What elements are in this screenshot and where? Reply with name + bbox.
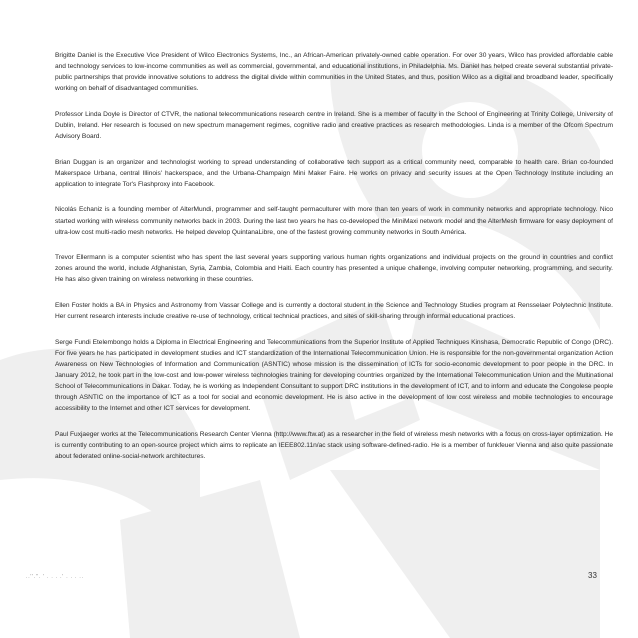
- bio-paragraph-ellen-foster: Ellen Foster holds a BA in Physics and Astronomy from Vassar College and is currently a doctoral student in the Science and Technology Studies program at Rensselaer Polytechnic Institute. Her current research interests include creative re-use of technology, critical technical practices, and sites of skill-sharing through informal educational practices.: [55, 302, 613, 321]
- bio-paragraph-linda-doyle: Professor Linda Doyle is Director of CTVR, the national telecommunications research centre in Ireland. She is a member of faculty in the School of Engineering at Trinity College, University of Dublin, Ireland. Her research is focused on new spectrum management regimes, cognitive radio and creative practices as research methodologies. Linda is a member of the Ofcom Spectrum Advisory Board.: [55, 110, 613, 141]
- footer-label: ..''.". ' . . . .' . . . ..: [26, 574, 84, 580]
- page-number: 33: [588, 571, 597, 580]
- bio-paragraph-serge-fundi-etelembongo: Serge Fundi Etelembongo holds a Diploma in Electrical Engineering and Telecommunications from the Superior Institute of Applied Techniques Kinshasa, Democratic Republic of Congo (DRC). For five years he has participated in development studies and ICT standardization of the International Telecommunication Union. He is responsible for the non-governmental organization Action Awareness on New Technologies of Information and Communication (ASNTIC) whose mission is the dissemination of ICTs for socio-economic development to poor people in the DRC. In January 2012, he took part in the low-cost and low-power wireless technologies training for developing countries organized by the International Telecommunication Union and the Multinational School of Telecommunications in Dakar. Today, he is working as Independent Consultant to support DRC institutions in the development of ICT, and to inform and educate the Congolese people through ASNTIC on the importance of ICT as a tool for social and economic development. He is also active in the development of low cost wireless and mobile technologies to encourage accessibility to the Internet and other ICT services for development.: [55, 338, 613, 413]
- bio-paragraph-paul-fuxjaeger: Paul Fuxjaeger works at the Telecommunications Research Center Vienna (http://www.ftw.at) as a researcher in the field of wireless mesh networks with a focus on cross-layer optimization. He is currently contributing to an open-source project which aims to replicate an IEEE802.11n/ac stack using software-defined-radio. He is a member of funkfeuer Vienna and also quite passionate about federated online-social-network architectures.: [55, 430, 613, 461]
- bio-paragraph-trevor-ellermann: Trevor Ellermann is a computer scientist who has spent the last several years supporting various human rights organizations and individual projects on the ground in countries and conflict zones around the world, include Afghanistan, Syria, Zambia, Colombia and Haiti. Each country has presented a unique challenge, involving computer networking, programming, and security. He has also given training on wireless networking in these countries.: [55, 254, 613, 284]
- bio-paragraph-brian-duggan: Brian Duggan is an organizer and technologist working to spread understanding of collaborative tech support as a critical community need, comparable to health care. Brian co-founded Makerspace Urbana, central Illinois' hackerspace, and the Urbana-Champaign Mini Maker Faire. He works on privacy and security issues at the Open Technology Institute including an application to integrate Tor's Flashproxy into Facebook.: [55, 158, 613, 188]
- bio-paragraph-brigitte-daniel: Brigitte Daniel is the Executive Vice President of Wilco Electronics Systems, Inc., an African-American privately-owned cable operation. For over 30 years, Wilco has provided affordable cable and technology services to low-income communities as well as commercial, governmental, and educational institutions, in Philadelphia. Ms. Daniel has helped create several substantial private-public partnerships that provide innovative solutions to address the digital divide within communities in the United States, and thus, position Wilco as a digital and broadband leader, specifically working on behalf of disadvantaged communities.: [55, 52, 613, 93]
- bio-list: [55, 50, 613, 477]
- bio-paragraph-nicolas-echaniz: Nicolás Echaniz is a founding member of AlterMundi, programmer and self-taught permaculturer with more than ten years of work in community networks and appropriate technology. Nico started working with wireless community networks back in 2003. During the last two years he has co-developed the MiniMaxi network model and the AlterMesh firmware for easy deployment of ultra-low cost multi-radio mesh networks. He helped develop QuintanaLibre, one of the fastest growing community networks in South América.: [55, 206, 613, 236]
